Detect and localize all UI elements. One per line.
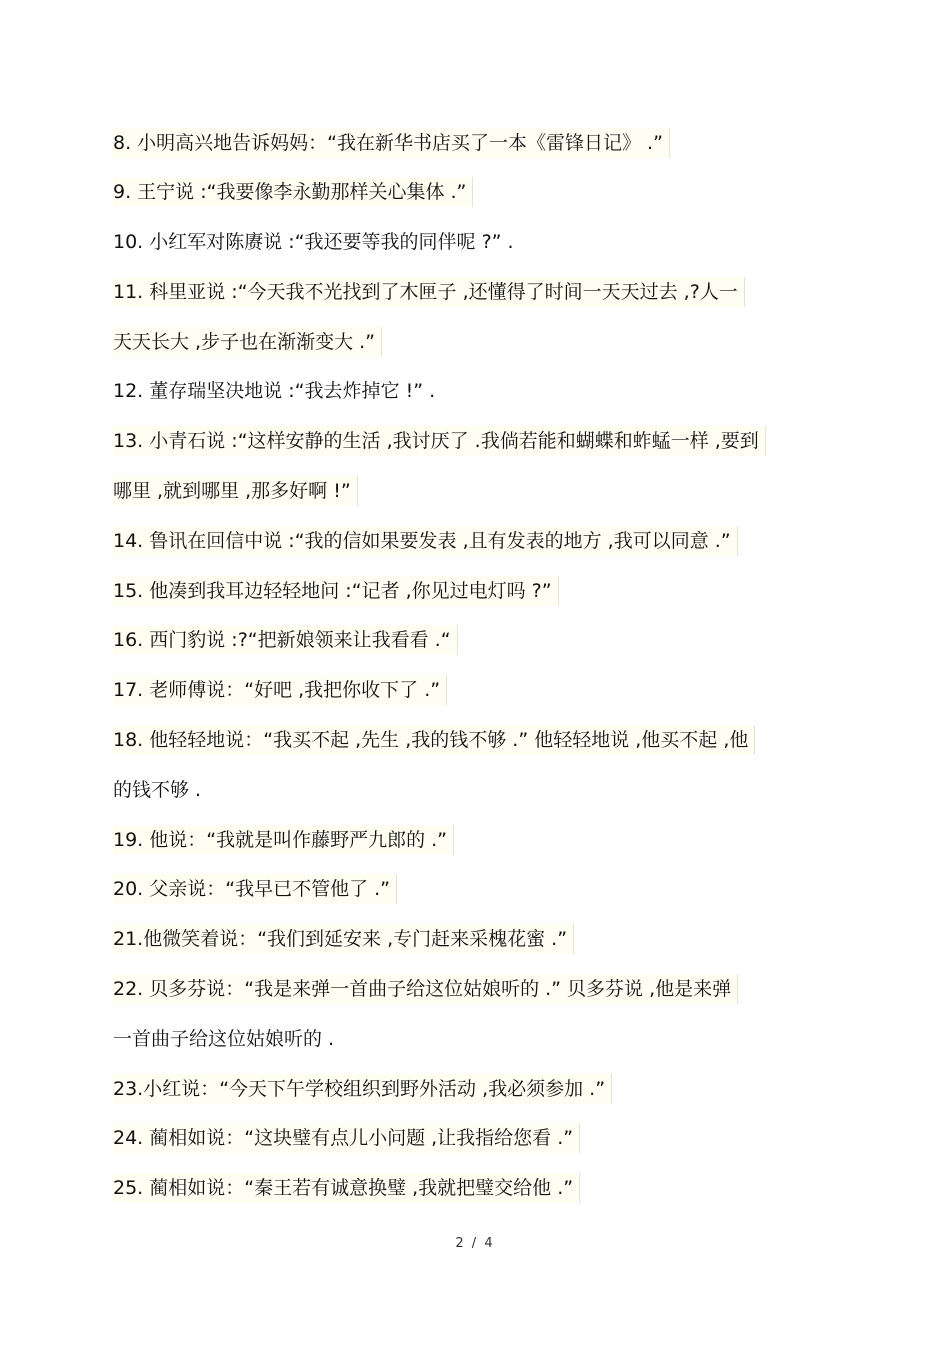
sentence-text: 8. 小明高兴地告诉妈妈：“我在新华书店买了一本《雷锋日记》 .” [113,128,670,158]
sentence-line-11-cont [113,317,843,367]
sentence-text: 10. 小红军对陈赓说 :“我还要等我的同伴呢 ?” . [113,231,514,254]
sentence-line-13 [113,417,843,467]
sentence-line-8 [113,118,843,168]
sentence-line-13-cont [113,467,843,517]
sentence-line-22 [113,965,843,1015]
sentence-line-22-cont [113,1014,843,1064]
page-number: 2 / 4 [455,1236,495,1251]
sentence-line-16 [113,616,843,666]
sentence-line-17 [113,666,843,716]
sentence-text: 天天长大 ,步子也在渐渐变大 .” [113,327,382,357]
sentence-line-9 [113,168,843,218]
sentence-text: 21.他微笑着说：“我们到延安来 ,专门赶来采槐花蜜 .” [113,924,574,954]
sentence-text: 12. 董存瑞坚决地说 :“我去炸掉它 !” . [113,380,436,403]
sentence-text: 14. 鲁讯在回信中说 :“我的信如果要发表 ,且有发表的地方 ,我可以同意 .” [113,526,738,556]
sentence-text: 20. 父亲说：“我早已不管他了 .” [113,874,397,904]
sentence-line-19 [113,815,843,865]
sentence-text: 哪里 ,就到哪里 ,那多好啊 !” [113,476,358,506]
sentence-text: 15. 他凑到我耳边轻轻地问 :“记者 ,你见过电灯吗 ?” [113,576,559,606]
sentence-line-21 [113,915,843,965]
sentence-text: 24. 蔺相如说：“这块璧有点儿小问题 ,让我指给您看 .” [113,1123,580,1153]
sentence-text: 18. 他轻轻地说：“我买不起 ,先生 ,我的钱不够 .” 他轻轻地说 ,他买不起 ,他 [113,725,755,755]
sentence-line-10 [113,218,843,268]
sentence-line-14 [113,516,843,566]
sentence-line-18 [113,716,843,766]
sentence-line-18-cont [113,765,843,815]
sentence-line-12 [113,367,843,417]
sentence-text: 16. 西门豹说 :?“把新娘领来让我看看 .“ [113,625,458,655]
sentence-text: 的钱不够 . [113,778,202,801]
sentence-text: 19. 他说：“我就是叫作藤野严九郎的 .” [113,825,454,855]
sentence-line-15 [113,566,843,616]
sentence-text: 9. 王宁说 :“我要像李永勤那样关心集体 .” [113,177,473,207]
sentence-text: 13. 小青石说 :“这样安静的生活 ,我讨厌了 .我倘若能和蝴蝶和蚱蜢一样 ,要到 [113,426,766,456]
sentence-text: 11. 科里亚说 :“今天我不光找到了木匣子 ,还懂得了时间一天天过去 ,?人一 [113,277,745,307]
sentence-text: 17. 老师傅说：“好吧 ,我把你收下了 .” [113,675,447,705]
sentence-text: 25. 蔺相如说：“秦王若有诚意换璧 ,我就把璧交给他 .” [113,1173,580,1203]
sentence-text: 22. 贝多芬说：“我是来弹一首曲子给这位姑娘听的 .” 贝多芬说 ,他是来弹 [113,974,738,1004]
sentence-line-23 [113,1064,843,1114]
sentence-text: 一首曲子给这位姑娘听的 . [113,1027,335,1050]
sentence-text: 23.小红说：“今天下午学校组织到野外活动 ,我必须参加 .” [113,1074,612,1104]
sentence-line-25 [113,1164,843,1214]
sentence-line-24 [113,1114,843,1164]
sentence-line-11 [113,267,843,317]
sentence-list [113,118,843,1214]
sentence-line-20 [113,865,843,915]
